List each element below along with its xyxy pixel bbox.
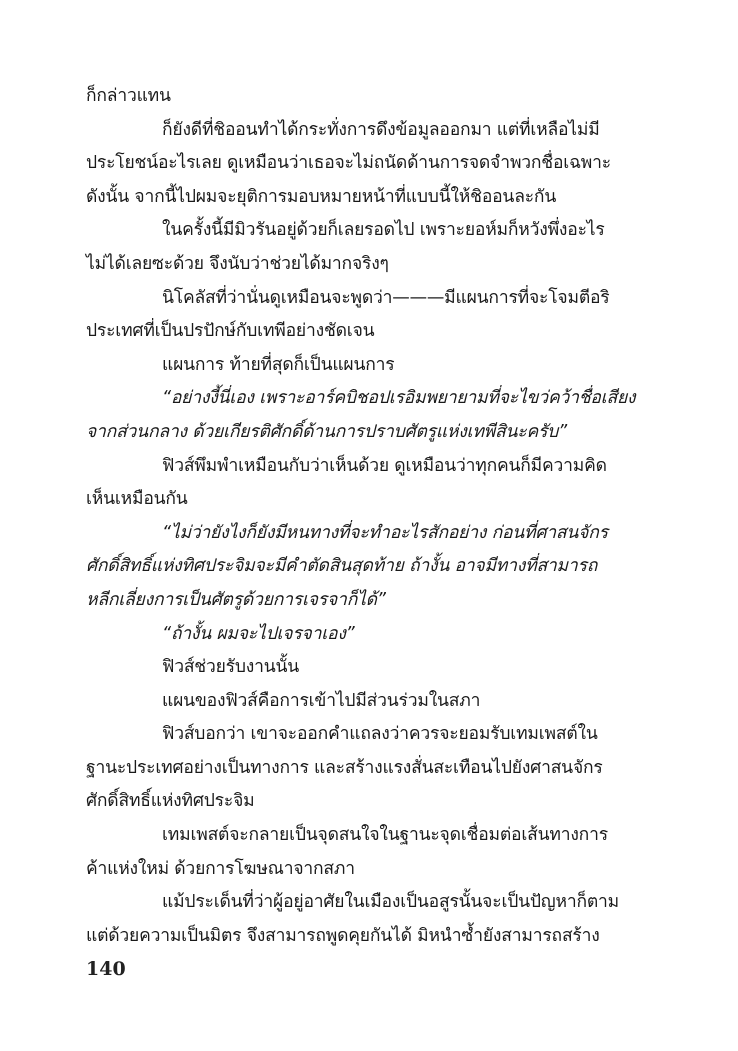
text-line: ฐานะประเทศอย่างเป็นทางการ และสร้างแรงสั่นสะเทือนไปยังศาสนจักร	[86, 757, 603, 778]
text-line: “ไม่ว่ายังไงก็ยังมีหนทางที่จะทำอะไรสักอย่าง ก่อนที่ศาสนจักร	[162, 522, 608, 543]
text-line: “ถ้างั้น ผมจะไปเจรจาเอง”	[162, 623, 355, 644]
text-line: จากส่วนกลาง ด้วยเกียรติศักดิ์ด้านการปราบศัตรูแห่งเทพีสินะครับ”	[86, 421, 567, 442]
text-line: หลีกเลี่ยงการเป็นศัตรูด้วยการเจรจาก็ได้”	[86, 589, 386, 610]
text-line: ศักดิ์สิทธิ์แห่งทิศประจิมจะมีคำตัดสินสุดท้าย ถ้างั้น อาจมีทางที่สามารถ	[86, 556, 598, 577]
page-number: 140	[86, 958, 126, 980]
text-line: ศักดิ์สิทธิ์แห่งทิศประจิม	[86, 791, 255, 812]
text-line: เห็นเหมือนกัน	[86, 489, 188, 510]
text-line: แผนการ ท้ายที่สุดก็เป็นแผนการ	[162, 354, 395, 375]
text-line: ฟิวส์พึมพำเหมือนกับว่าเห็นด้วย ดูเหมือนว่าทุกคนก็มีความคิด	[162, 455, 607, 476]
text-line: ในครั้งนี้มีมิวรันอยู่ด้วยก็เลยรอดไป เพราะยอห์มก็หวังพึ่งอะไร	[162, 220, 605, 241]
text-line: ก็กล่าวแทน	[86, 86, 171, 106]
text-line: “อย่างงี้นี่เอง เพราะอาร์คบิชอปเรอิมพยายามที่จะไขว่คว้าชื่อเสียง	[162, 388, 636, 409]
text-line: ประเทศที่เป็นปรปักษ์กับเทพีอย่างชัดเจน	[86, 321, 375, 342]
text-line: ฟิวส์บอกว่า เขาจะออกคำแถลงว่าควรจะยอมรับเทมเพสต์ใน	[162, 724, 598, 745]
text-line: ก็ยังดีที่ชิออนทำได้กระทั่งการดึงข้อมูลออกมา แต่ที่เหลือไม่มี	[162, 119, 600, 140]
text-line: เทมเพสต์จะกลายเป็นจุดสนใจในฐานะจุดเชื่อมต่อเส้นทางการ	[162, 825, 608, 846]
text-line: นิโคลัสที่ว่านั่นดูเหมือนจะพูดว่า———มีแผนการที่จะโจมตีอริ	[162, 287, 610, 308]
text-line: ค้าแห่งใหม่ ด้วยการโฆษณาจากสภา	[86, 858, 355, 879]
text-line: ดังนั้น จากนี้ไปผมจะยุติการมอบหมายหน้าที่แบบนี้ให้ชิออนละกัน	[86, 186, 557, 207]
text-line: ฟิวส์ช่วยรับงานนั้น	[162, 657, 300, 678]
page-body	[86, 80, 652, 953]
text-line: แม้ประเด็นที่ว่าผู้อยู่อาศัยในเมืองเป็นอสูรนั้นจะเป็นปัญหาก็ตาม	[162, 892, 619, 913]
text-line: ประโยชน์อะไรเลย ดูเหมือนว่าเธอจะไม่ถนัดด้านการจดจำพวกชื่อเฉพาะ	[86, 153, 611, 174]
text-line: แต่ด้วยความเป็นมิตร จึงสามารถพูดคุยกันได้ มิหนำซ้ำยังสามารถสร้าง	[86, 925, 600, 946]
text-line: แผนของฟิวส์คือการเข้าไปมีส่วนร่วมในสภา	[162, 690, 481, 711]
text-line: ไม่ได้เลยซะด้วย จึงนับว่าช่วยได้มากจริงๆ	[86, 253, 389, 274]
